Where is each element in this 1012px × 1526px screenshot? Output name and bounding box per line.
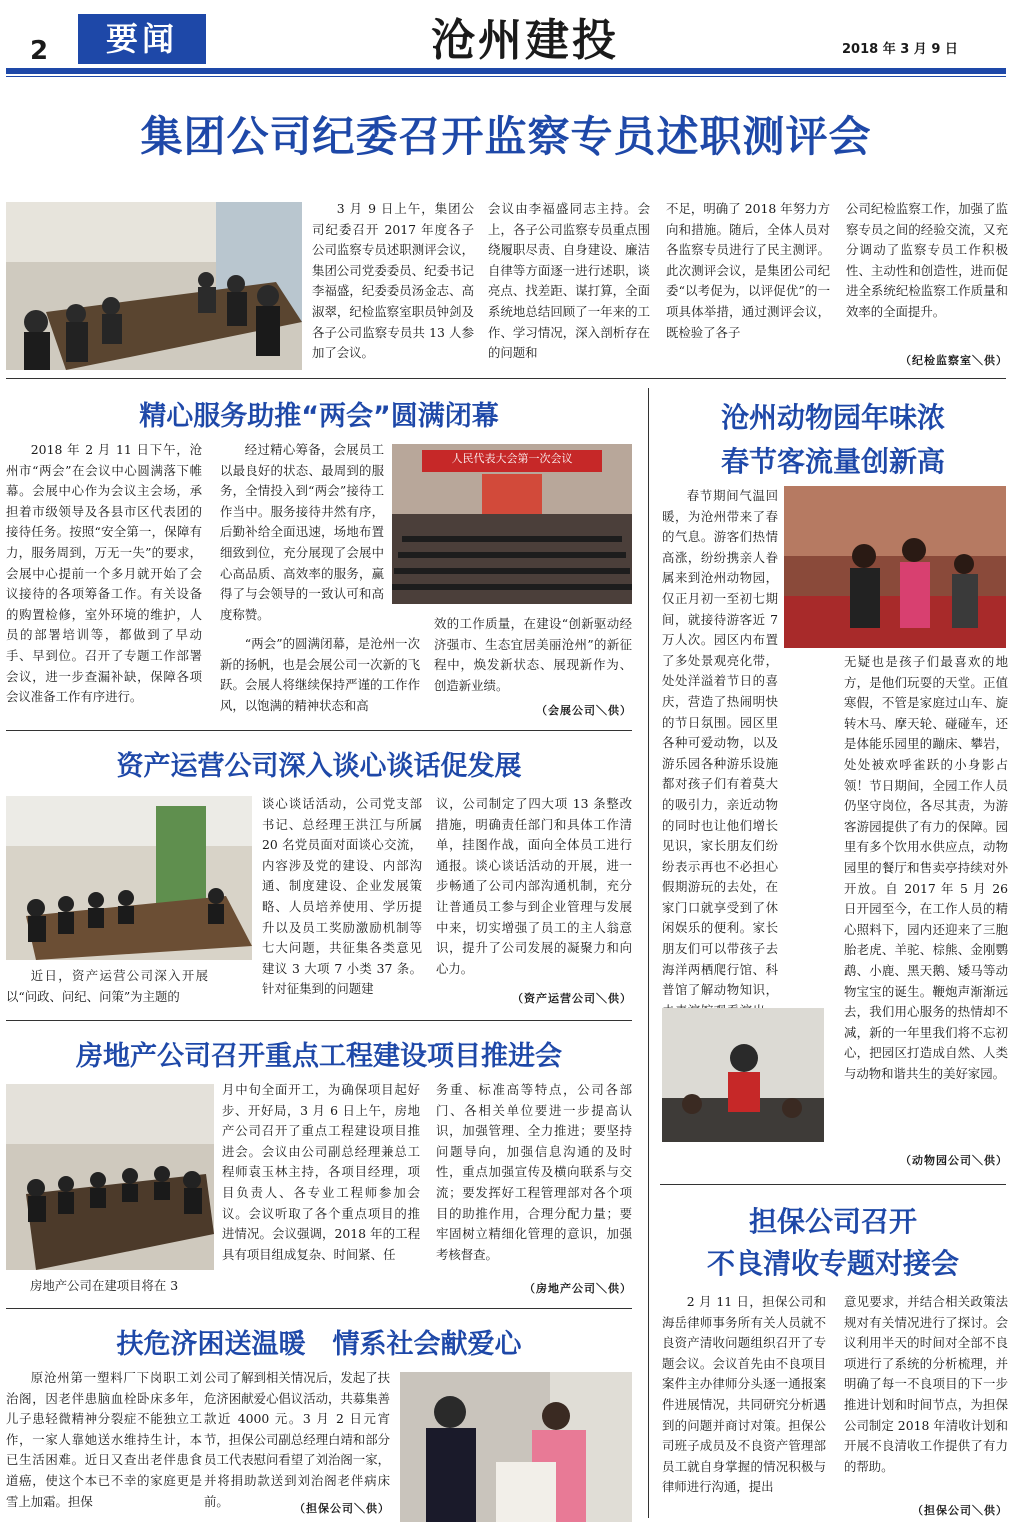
article3-source: （资产运营公司＼供） — [512, 992, 632, 1005]
article4-source: （房地产公司＼供） — [524, 1282, 632, 1295]
issue-date: 2018 年 3 月 9 日 — [842, 42, 958, 57]
article3-text-col2: 谈心谈话活动，公司党支部书记、总经理王洪江与所属 20 名党员面对面谈心交流，内容涉及党的建设、内部沟通、制度建设、企业发展策略、人员培养使用、学历提升以及员工奖励激励机制等七大问题，共征集各类意见建议 3 大项 7 小类 37 条。针对征集到的问题建 — [262, 796, 422, 997]
article5-photo — [400, 1372, 632, 1522]
article3-photo — [6, 796, 252, 960]
article4-text-col2: 月中旬全面开工，为确保项目起好步、开好局，3 月 6 日上午，房地产公司召开了重点工程建设项目推进会。会议由公司副总经理兼总工程师袁玉林主持，各项目经理，项目负责人、各专业工程师参加会议。会议听取了各个重点项目的推进情况。会议强调，2018 年的工程具有项目组成复杂、时间紧、任 — [222, 1082, 420, 1262]
article7-text-col2: 意见要求，并结合相关政策法规对有关情况进行了探讨。会议利用半天的时间对全部不良项进行了系统的分析梳理，并明确了每一不良项目的下一步推进计划和时间节点，为担保公司制定 2018 年清收计划和开展不良清收工作提供了有力的帮助。 — [844, 1294, 1008, 1474]
article4-title: 房地产公司召开重点工程建设项目推进会 — [76, 1041, 562, 1072]
article6-source: （动物园公司＼供） — [900, 1154, 1008, 1167]
divider — [6, 730, 632, 731]
article4-photo — [6, 1084, 214, 1270]
article6-text-col2: 无疑也是孩子们最喜欢的地方，是他们玩耍的天堂。正值寒假，不管是家庭过山车、旋转木马、摩天轮、碰碰车，还是体能乐园里的蹦床、攀岩，处处被欢呼雀跃的小身影占领！节日期间，全园工作人员仍坚守岗位，各尽其责，为游客游园提供了有力的保障。园里有多个饮用水供应点，动物园里的餐厅和售卖亭持续对外开放。自 2017 年 5 月 26 日开园至今，在工作人员的精心照料下，园内还迎来了三胞胎老虎、羊驼、棕熊、金刚鹦鹉、小鹿、黑天鹅、矮马等动物宝宝的诞生。鞭炮声渐渐远去，我们用心服务的热情却不减，新的一年里我们将不忘初心，把园区打造成自然、人类与动物和谐共生的美好家园。 — [844, 654, 1008, 1081]
article3-title: 资产运营公司深入谈心谈话促发展 — [116, 751, 522, 782]
divider — [6, 1308, 632, 1309]
header-rule-thin — [6, 76, 1006, 77]
article5-text-col2: 公司了解到相关情况后，发起了扶危济困献爱心倡议活动，共募集善款近 4000 元。3 月 2 日元宵节，担保公司副总经理白靖和部分员工代表慰问看望了刘治阁一家，并将捐助款送到刘治阁老伴病床前。 — [204, 1370, 390, 1509]
article2-text-col1: 2018 年 2 月 11 日下午，沧州市“两会”在会议中心圆满落下帷幕。会展中心作为会议主会场，承担着市级领导及各县市区代表团的接待任务。按照“安全第一，保障有力，服务周到，万无一失”的要求，会展中心提前一个多月就开始了会议接待的各项筹备工作。有关设备的购置检修，室外环境的维护，人员的部署培训等，都做到了早动手、早到位。召开了专题工作部署会议，进一步查漏补缺，保障各项会议准备工作有序进行。 — [6, 442, 202, 705]
article7-title-line1: 担保公司召开 — [748, 1205, 917, 1238]
article5-text-col1: 原沧州第一塑料厂下岗职工刘治阁，因老伴患脑血栓卧床多年，儿子患轻微精神分裂症不能独立工作，一家人靠她送水维持生计，本已生活困难。近日又查出老伴患食道癌，使这个本已不幸的家庭更是雪上加霜。担保 — [6, 1370, 202, 1509]
masthead: 沧州建投 — [431, 15, 619, 66]
article2-text-col2b: “两会”的圆满闭幕，是沧州一次新的扬帆，也是会展公司一次新的飞跃。会展人将继续保持严谨的工作作风，以饱满的精神状态和高 — [220, 636, 420, 713]
divider — [660, 1184, 1006, 1185]
article2-text-col3: 效的工作质量，在建设“创新驱动经济强市、生态宜居美丽沧州”的新征程中，焕发新状态、展现新作为、创造新业绩。 — [434, 616, 632, 693]
article7-title-line2: 不良清收专题对接会 — [706, 1247, 959, 1280]
article1-title: 集团公司纪委召开监察专员述职测评会 — [140, 112, 872, 161]
article1-text-col1: 3 月 9 日上午，集团公司纪委召开 2017 年度各子公司监察专员述职测评会议，集团公司党委委员、纪委书记李福盛，纪委委员汤金志、高淑翠，纪检监察室职员钟剑及各子公司监察专员共 13 人参加了会议。 — [312, 201, 474, 361]
article3-text-col1: 近日，资产运营公司深入开展以“问政、问纪、问策”为主题的 — [6, 968, 208, 1004]
article6-title-line1: 沧州动物园年味浓 — [720, 401, 945, 434]
article2-source: （会展公司＼供） — [536, 704, 632, 717]
divider — [6, 378, 1006, 379]
article1-text-col3: 不足，明确了 2018 年努力方向和措施。随后，全体人员对各监察专员进行了民主测评。此次测评会议，是集团公司纪委“以考促为，以评促优”的一项具体举措，通过测评会议，既检验了各子 — [666, 201, 830, 340]
article2-title: 精心服务助推“两会”圆满闭幕 — [139, 401, 499, 432]
page-number: 2 — [30, 36, 49, 66]
article6-title-line2: 春节客流量创新高 — [720, 445, 945, 478]
article2-photo-banner: 人民代表大会第一次会议 — [451, 452, 573, 465]
article6-photo1 — [784, 486, 1006, 648]
article5-title: 扶危济困送温暖 情系社会献爱心 — [116, 1329, 522, 1360]
article1-text-col4: 公司纪检监察工作，加强了监察专员之间的经验交流，又充分调动了监察专员工作积极性、主动性和创造性，进而促进全系统纪检监察工作质量和效率的全面提升。 — [846, 201, 1008, 319]
article3-text-col3: 议，公司制定了四大项 13 条整改措施，明确责任部门和具体工作清单，挂图作战，面向全体员工进行通报。谈心谈话活动的开展，进一步畅通了公司内部沟通机制，充分让普通员工参与到企业管理与发展中来，切实增强了员工的主人翁意识，提升了公司发展的凝聚力和向心力。 — [436, 796, 632, 976]
article7-source: （担保公司＼供） — [912, 1504, 1008, 1517]
section-label: 要闻 — [78, 14, 206, 64]
article4-text-col1: 房地产公司在建项目将在 3 — [30, 1278, 179, 1293]
article6-photo2 — [662, 1008, 824, 1142]
article1-photo — [6, 202, 302, 370]
column-divider — [648, 388, 649, 1518]
article7-text-col1: 2 月 11 日，担保公司和海岳律师事务所有关人员就不良资产清收问题组织召开了专题会议。会议首先由不良项目案件主办律师分头逐一通报案件进展情况，共同研究分析遇到的问题并商讨对策。担保公司班子成员及不良资产管理部员工就自身掌握的情况积极与律师进行沟通，提出 — [662, 1294, 826, 1495]
article6-text-col1: 春节期间气温回暖，为沧州带来了春的气息。游客们热情高涨，纷纷携亲人眷属来到沧州动物园，仅正月初一至初七期间，就接待游客近 7 万人次。园区内布置了多处景观亮化带，处处洋溢着节日的喜庆，营造了热闹明快的节日氛围。园区里各种可爱动物，以及游乐园各种游乐设施都对孩子们有着莫大的吸引力，亲近动物的同时也让他们增长见识，家长朋友们纷纷表示再也不必担心假期游玩的去处，在家门口就享受到了休闲娱乐的便利。家长朋友们可以带孩子去海洋两栖爬行馆、科普馆了解动物知识， — [662, 488, 778, 998]
article1-source: （纪检监察室＼供） — [900, 354, 1008, 367]
article2-photo — [392, 444, 632, 604]
divider — [6, 1020, 632, 1021]
article1-text-col2: 会议由李福盛同志主持。会上，各子公司监察专员重点围绕履职尽责、自身建设、廉洁自律等方面逐一进行述职，谈亮点、找差距、谋打算，全面系统地总结回顾了一年来的工作、学习情况，深入剖析存在的问题和 — [488, 201, 650, 361]
article5-source: （担保公司＼供） — [294, 1502, 390, 1515]
article4-text-col3: 务重、标准高等特点，公司各部门、各相关单位要进一步提高认识，加强管理、全力推进；要坚持问题导向，加强信息沟通的及时性，重点加强宣传及横向联系与交流；要发挥好工程管理部对各个项目的助推作用，合理分配力量；要牢固树立精细化管理的意识，加强考核督查。 — [436, 1082, 632, 1262]
article2-text-col2a: 经过精心筹备，会展员工以最良好的状态、最周到的服务，全情投入到“两会”接待工作当中。服务接待井然有序，后勤补给全面迅速，场地布置细致到位，充分展现了会展中心高品质、高效率的服务，赢得了与会领导的一致认可和高度称赞。 — [220, 442, 384, 622]
header-rule — [6, 68, 1006, 74]
